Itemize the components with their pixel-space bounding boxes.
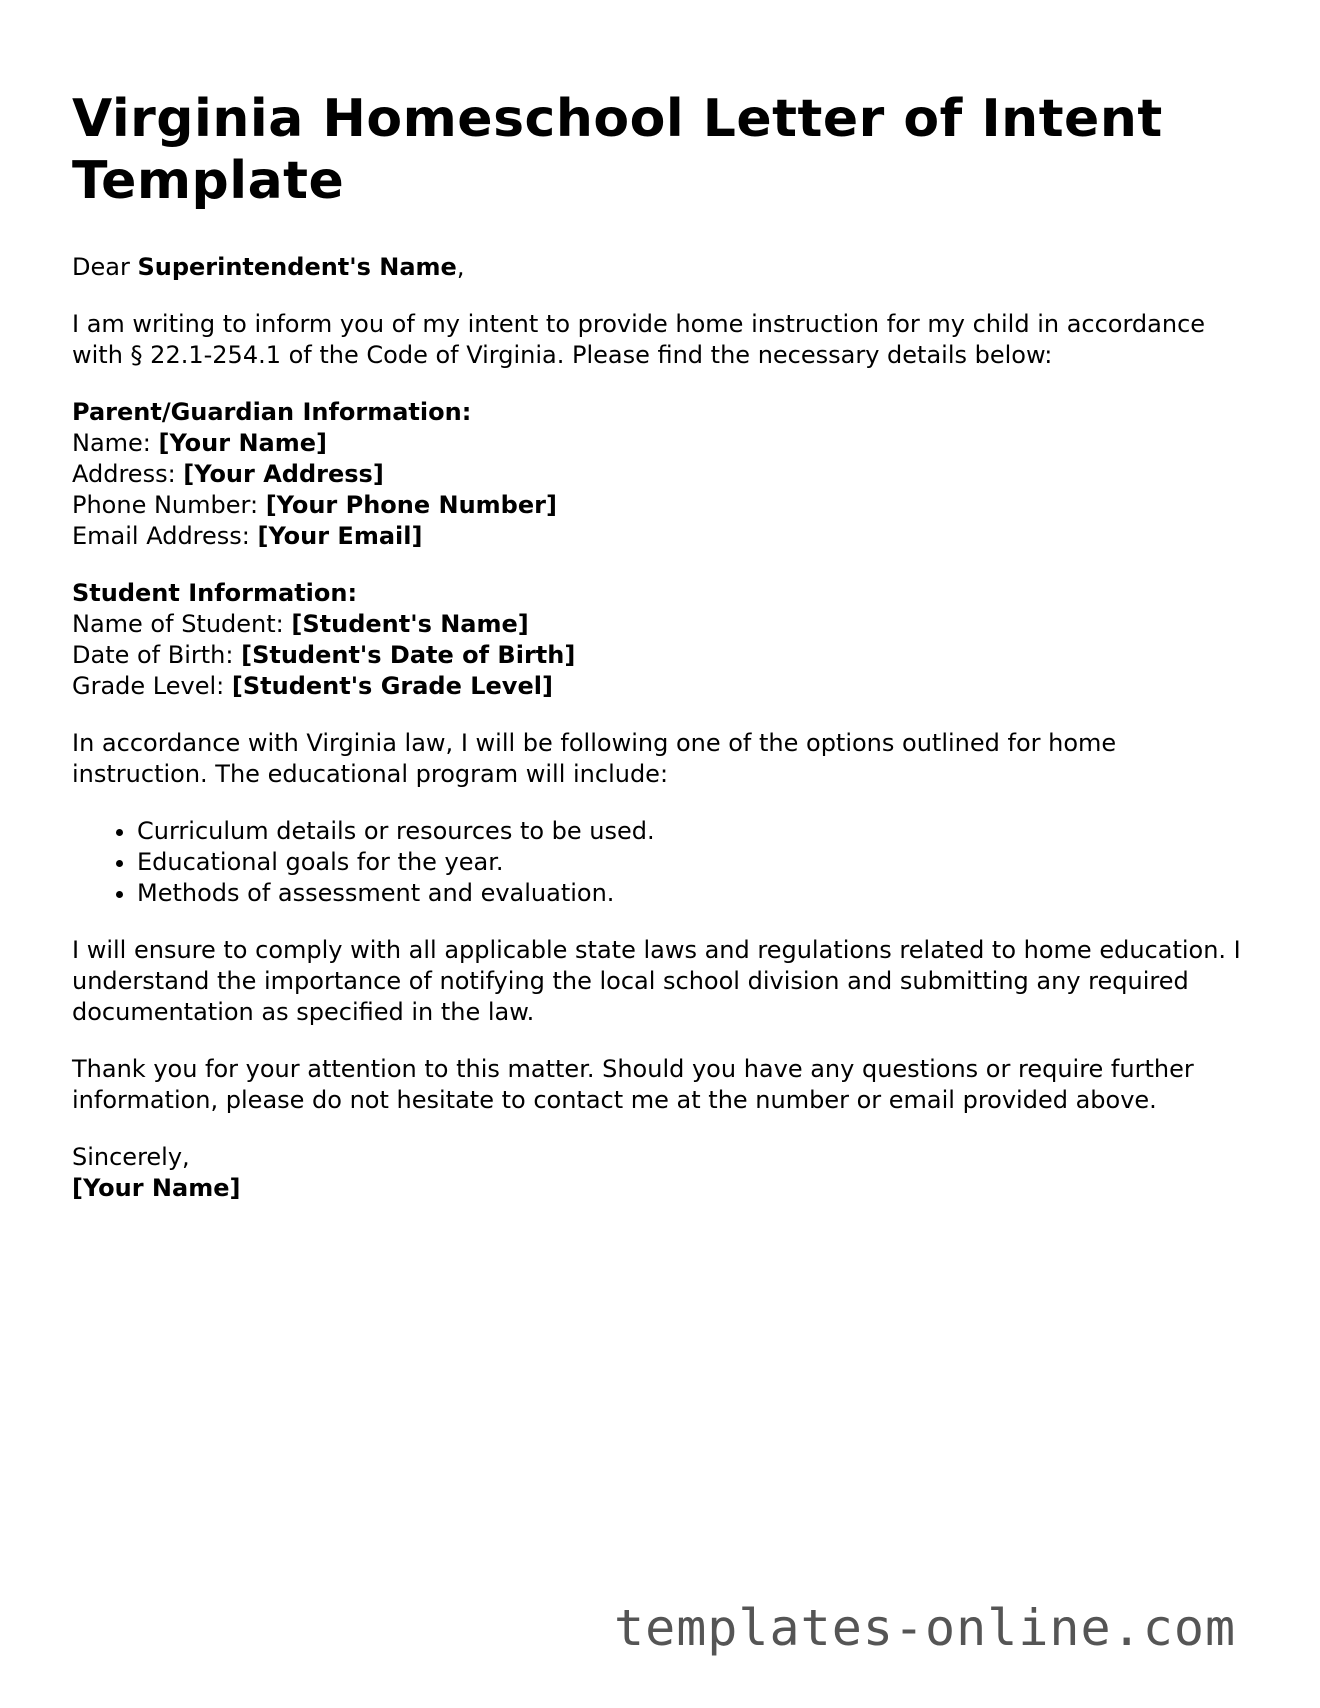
student-dob-line (72, 640, 1252, 671)
parent-phone-line (72, 490, 1252, 521)
valediction: Sincerely, (72, 1143, 190, 1171)
salutation-prefix: Dear (72, 253, 138, 281)
parent-email-value: [Your Email] (257, 522, 423, 550)
student-grade-label: Grade Level: (72, 672, 232, 700)
parent-phone-label: Phone Number: (72, 491, 266, 519)
student-dob-value: [Student's Date of Birth] (241, 641, 576, 669)
student-grade-value: [Student's Grade Level] (231, 672, 553, 700)
list-item: • Methods of assessment and evaluation. (137, 878, 1252, 909)
student-name-label: Name of Student: (72, 610, 292, 638)
parent-name-value: [Your Name] (158, 429, 327, 457)
salutation-suffix: , (456, 253, 465, 281)
parent-name-label: Name: (72, 429, 159, 457)
compliance-paragraph: I will ensure to comply with all applicable state laws and regulations related to home education. I understand the importance of notifying the local school division and submitting any required documentation as specified in the law. (72, 936, 1241, 1026)
letter-document (72, 88, 1252, 1204)
parent-info-heading: Parent/Guardian Information: (72, 398, 472, 426)
watermark-text: templates-online.com (614, 1599, 1237, 1657)
closing-section (72, 1142, 1252, 1204)
document-title: Virginia Homeschool Letter of Intent Template (72, 89, 1163, 211)
intro-paragraph: I am writing to inform you of my intent to provide home instruction for my child in accordance with § 22.1-254.1 of the Code of Virginia. Please find the necessary details below: (72, 310, 1206, 369)
student-grade-line (72, 671, 1252, 702)
parent-name-line (72, 428, 1252, 459)
parent-address-line (72, 459, 1252, 490)
parent-info-section (72, 397, 1252, 552)
thanks-paragraph: Thank you for your attention to this matter. Should you have any questions or require further information, please do not hesitate to contact me at the number or email provided above. (72, 1055, 1194, 1114)
parent-phone-value: [Your Phone Number] (265, 491, 557, 519)
parent-email-line (72, 521, 1252, 552)
superintendent-name: Superintendent's Name (137, 253, 457, 281)
student-name-line (72, 609, 1252, 640)
student-info-section (72, 578, 1252, 702)
salutation (72, 252, 1252, 283)
program-list (72, 816, 1252, 909)
program-intro-paragraph: In accordance with Virginia law, I will be following one of the options outlined for home instruction. The educational program will include: (72, 729, 1117, 788)
parent-email-label: Email Address: (72, 522, 258, 550)
student-name-value: [Student's Name] (291, 610, 529, 638)
list-item: • Curriculum details or resources to be used. (137, 816, 1252, 847)
student-info-heading: Student Information: (72, 579, 358, 607)
parent-address-label: Address: (72, 460, 184, 488)
list-item: • Educational goals for the year. (137, 847, 1252, 878)
parent-address-value: [Your Address] (183, 460, 384, 488)
student-dob-label: Date of Birth: (72, 641, 242, 669)
signature-name: [Your Name] (72, 1174, 241, 1202)
